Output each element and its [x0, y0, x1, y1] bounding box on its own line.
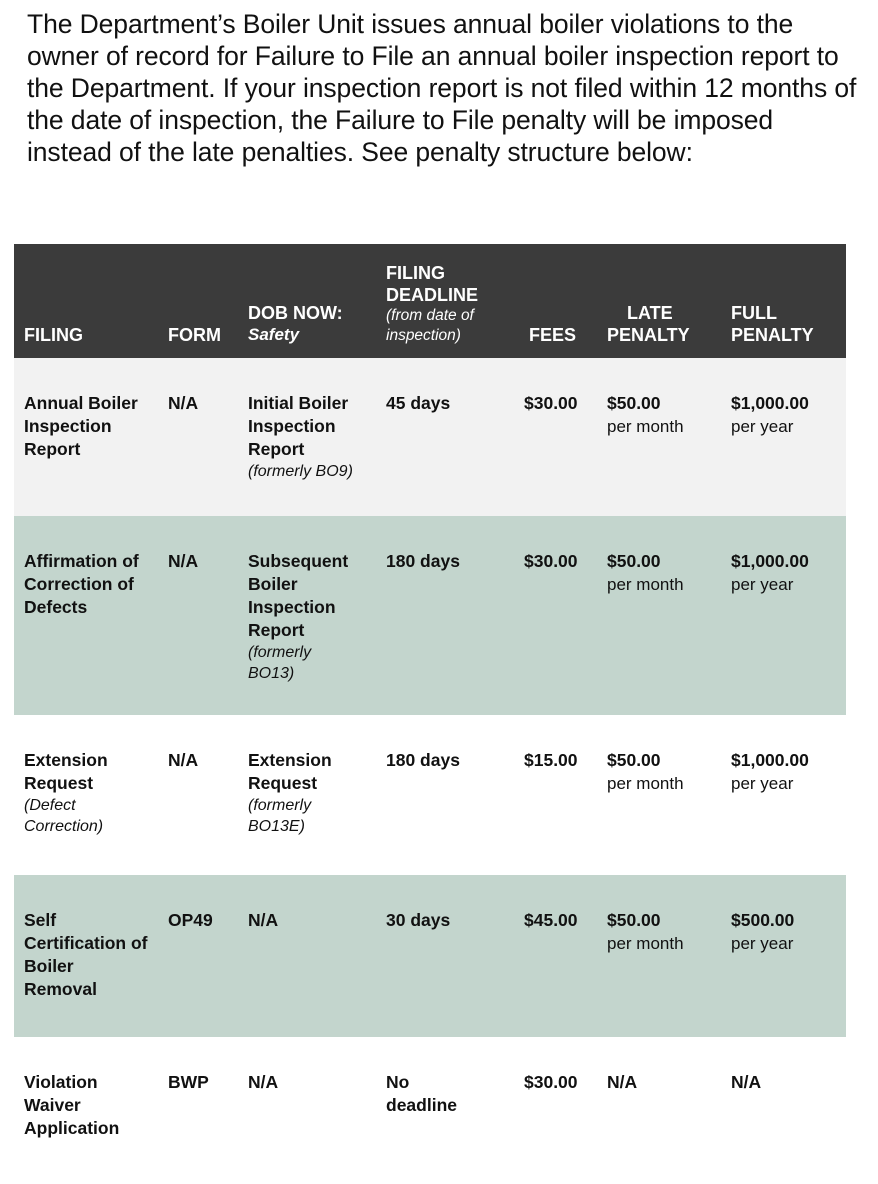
cell-form: N/A: [168, 393, 199, 413]
cell-full-penalty: [731, 392, 846, 438]
cell-late-penalty: [607, 749, 717, 795]
cell-full-amount: $1,000.00: [731, 750, 809, 770]
header-dob-line2: Safety: [248, 325, 300, 344]
cell-dob-name: Subsequent Boiler Inspection Report: [248, 551, 349, 640]
cell-full-unit: per year: [731, 934, 794, 953]
header-late-line2: PENALTY: [607, 325, 690, 345]
cell-filing-note: (Defect Correction): [24, 797, 104, 835]
cell-late-penalty: N/A: [607, 1072, 638, 1092]
header-fees: FEES: [529, 325, 577, 345]
header-late-line1: LATE: [627, 303, 673, 323]
cell-late-penalty: [607, 550, 717, 596]
header-deadline-line1: FILING: [386, 263, 445, 283]
cell-dob-now: N/A: [248, 1072, 279, 1092]
cell-full-unit: per year: [731, 417, 794, 436]
cell-form: N/A: [168, 551, 199, 571]
cell-late-amount: $50.00: [607, 393, 661, 413]
intro-paragraph: The Department’s Boiler Unit issues annual boiler violations to the owner of record for Failure to File an annual boiler inspection report to the Department. If your inspection report is not filed within 12 months of the date of inspection, the Failure to File penalty will be imposed instead of the late penalties. See penalty structure below:: [27, 9, 857, 167]
cell-late-unit: per month: [607, 417, 684, 436]
cell-filing-name: Extension Request: [24, 750, 108, 793]
cell-full-amount: $1,000.00: [731, 551, 809, 571]
header-full-line2: PENALTY: [731, 325, 814, 345]
cell-fee: $30.00: [524, 1072, 578, 1092]
header-dob-line1: DOB NOW:: [248, 303, 343, 323]
cell-dob-name: Extension Request: [248, 750, 332, 793]
cell-dob-name: Initial Boiler Inspection Report: [248, 393, 349, 459]
cell-full-unit: per year: [731, 575, 794, 594]
cell-filing: Self Certification of Boiler Removal: [24, 910, 148, 999]
cell-deadline: No deadline: [386, 1072, 457, 1115]
cell-filing: Annual Boiler Inspection Report: [24, 393, 138, 459]
cell-deadline: 45 days: [386, 393, 451, 413]
table-row: [14, 715, 846, 875]
header-filing-deadline: [386, 262, 506, 346]
cell-dob-now: [248, 749, 343, 837]
table-row: [14, 516, 846, 715]
cell-full-penalty: [731, 550, 846, 596]
cell-full-unit: per year: [731, 774, 794, 793]
header-form: FORM: [168, 325, 221, 345]
cell-full-amount: $1,000.00: [731, 393, 809, 413]
cell-dob-now: [248, 392, 373, 482]
header-full-penalty: [731, 302, 846, 346]
header-late-penalty: [607, 302, 717, 346]
header-full-line1: FULL: [731, 303, 777, 323]
cell-late-unit: per month: [607, 774, 684, 793]
header-deadline-note: (from date of inspection): [386, 307, 474, 344]
cell-fee: $45.00: [524, 910, 578, 930]
cell-form: OP49: [168, 910, 213, 930]
cell-fee: $15.00: [524, 750, 578, 770]
header-deadline-line2: DEADLINE: [386, 285, 479, 305]
cell-full-penalty: N/A: [731, 1072, 762, 1092]
cell-late-amount: $50.00: [607, 910, 661, 930]
cell-dob-note: (formerly BO9): [248, 463, 353, 480]
cell-full-penalty: [731, 909, 846, 955]
cell-late-amount: $50.00: [607, 750, 661, 770]
header-dob-now: [248, 302, 373, 346]
cell-dob-note: (formerly BO13E): [248, 797, 312, 835]
cell-filing: Affirmation of Correction of Defects: [24, 551, 139, 617]
cell-fee: $30.00: [524, 551, 578, 571]
cell-full-penalty: [731, 749, 846, 795]
table-header: [14, 244, 846, 358]
cell-late-penalty: [607, 392, 717, 438]
cell-filing: Violation Waiver Application: [24, 1072, 120, 1138]
cell-form: BWP: [168, 1072, 209, 1092]
cell-full-amount: $500.00: [731, 910, 795, 930]
cell-dob-now: N/A: [248, 910, 279, 930]
table-row: [14, 1037, 846, 1184]
table-row: [14, 875, 846, 1037]
cell-deadline: 30 days: [386, 910, 451, 930]
cell-deadline: 180 days: [386, 551, 460, 571]
cell-filing: [24, 749, 124, 837]
cell-late-amount: $50.00: [607, 551, 661, 571]
cell-fee: $30.00: [524, 393, 578, 413]
cell-late-penalty: [607, 909, 717, 955]
cell-dob-note: (formerly BO13): [248, 644, 312, 682]
header-filing: FILING: [24, 325, 83, 345]
cell-form: N/A: [168, 750, 199, 770]
cell-dob-now: [248, 550, 363, 684]
penalty-table: [14, 244, 846, 1184]
table-row: [14, 358, 846, 516]
cell-deadline: 180 days: [386, 750, 460, 770]
cell-late-unit: per month: [607, 575, 684, 594]
cell-late-unit: per month: [607, 934, 684, 953]
